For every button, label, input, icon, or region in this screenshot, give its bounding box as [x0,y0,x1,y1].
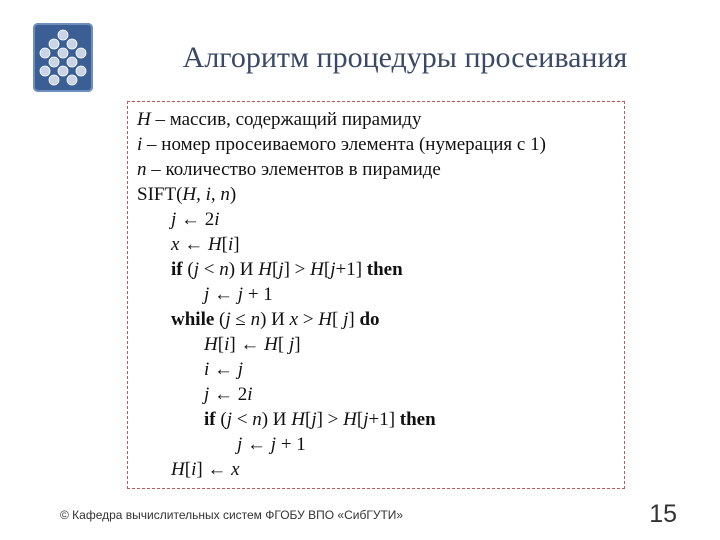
code-line-1: H – массив, содержащий пирамиду [137,109,422,130]
algorithm-box [127,101,625,489]
code-line-12: j ← 2i [204,384,253,405]
footer-copyright: © Кафедра вычислительных систем ФГОБУ ВПО «СибГУТИ» [60,508,404,522]
code-line-13: if (j < n) И H[j] > H[j+1] then [204,409,436,430]
code-line-15: H[i] ← x [171,459,240,480]
code-line-5: j ← 2i [171,209,220,230]
code-line-14: j ← j + 1 [237,434,306,455]
code-line-8: j ← j + 1 [204,284,273,305]
code-line-9: while (j ≤ n) И x > H[ j] do [171,309,380,330]
page-number: 15 [649,500,677,528]
code-line-3: n – количество элементов в пирамиде [137,159,441,180]
slide-title: Алгоритм процедуры просеивания [182,41,628,74]
code-line-4: SIFT(H, i, n) [137,184,237,205]
crystal-lattice-logo-icon [33,23,93,92]
code-line-11: i ← j [204,359,244,380]
university-logo [33,23,93,92]
code-line-7: if (j < n) И H[j] > H[j+1] then [171,259,403,280]
code-line-6: x ← H[i] [171,234,240,255]
code-line-10: H[i] ← H[ j] [204,334,301,355]
code-line-2: i – номер просеиваемого элемента (нумерация с 1) [137,134,546,155]
